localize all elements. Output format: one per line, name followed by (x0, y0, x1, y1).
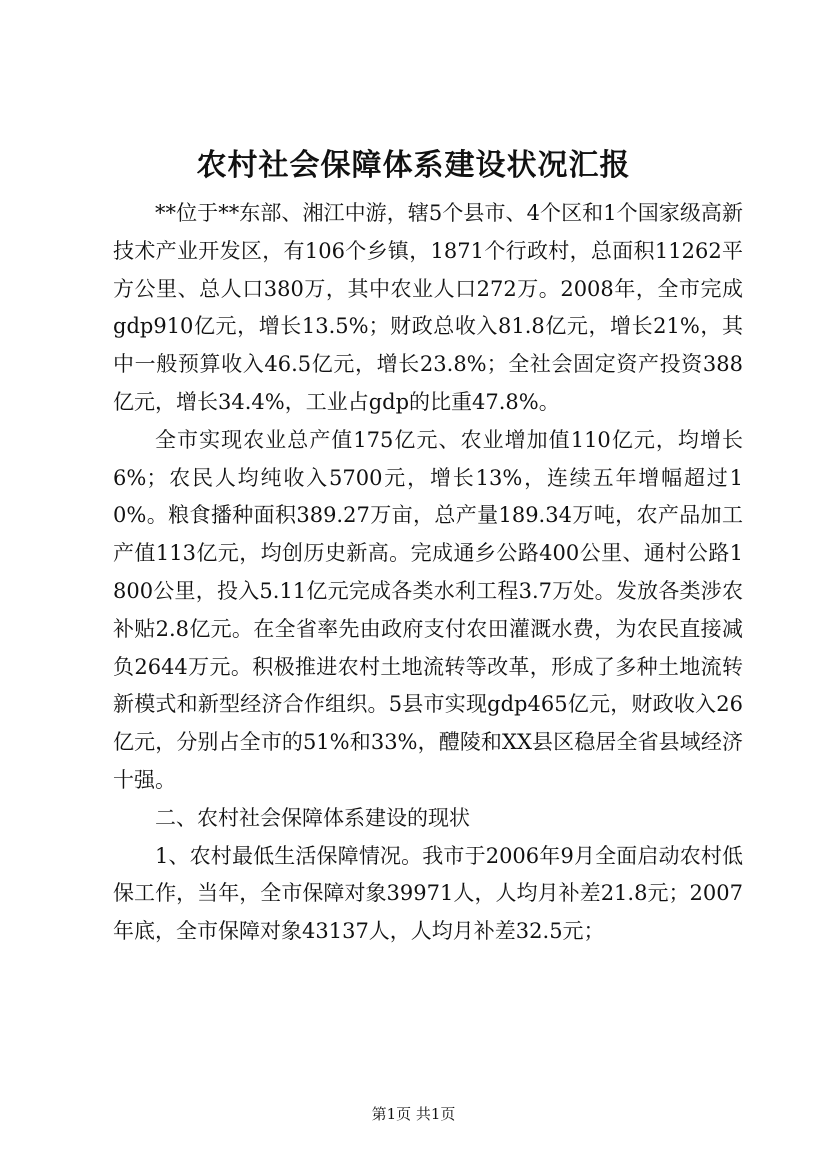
document-body (113, 195, 743, 951)
paragraph-overview: **位于**东部、湘江中游，辖5个县市、4个区和1个国家级高新技术产业开发区，有106个乡镇，1871个行政村，总面积11262平方公里、总人口380万，其中农业人口272万。2008年，全市完成gdp910亿元，增长13.5%；财政总收入81.8亿元，增长21%，其中一般预算收入46.5亿元，增长23.8%；全社会固定资产投资388亿元，增长34.4%，工业占gdp的比重47.8%。 (113, 201, 743, 414)
document-title: 农村社会保障体系建设状况汇报 (196, 148, 631, 183)
paragraph-subsistence-allowance: 1、农村最低生活保障情况。我市于2006年9月全面启动农村低保工作，当年，全市保障对象39971人，人均月补差21.8元；2007年底，全市保障对象43137人，人均月补差32.5元； (113, 843, 743, 944)
paragraph-agriculture: 全市实现农业总产值175亿元、农业增加值110亿元，均增长6%；农民人均纯收入5700元，增长13%，连续五年增幅超过10%。粮食播种面积389.27万亩，总产量189.34万吨，农产品加工产值113亿元，均创历史新高。完成通乡公路400公里、通村公路1800公里，投入5.11亿元完成各类水利工程3.7万处。发放各类涉农补贴2.8亿元。在全省率先由政府支付农田灌溉水费，为农民直接减负2644万元。积极推进农村土地流转等改革，形成了多种土地流转新模式和新型经济合作组织。5县市实现gdp465亿元，财政收入26亿元，分别占全市的51%和33%，醴陵和XX县区稳居全省县域经济十强。 (113, 427, 743, 792)
section-heading: 二、农村社会保障体系建设的现状 (155, 805, 470, 830)
page-number-footer: 第1页 共1页 (371, 1105, 456, 1123)
